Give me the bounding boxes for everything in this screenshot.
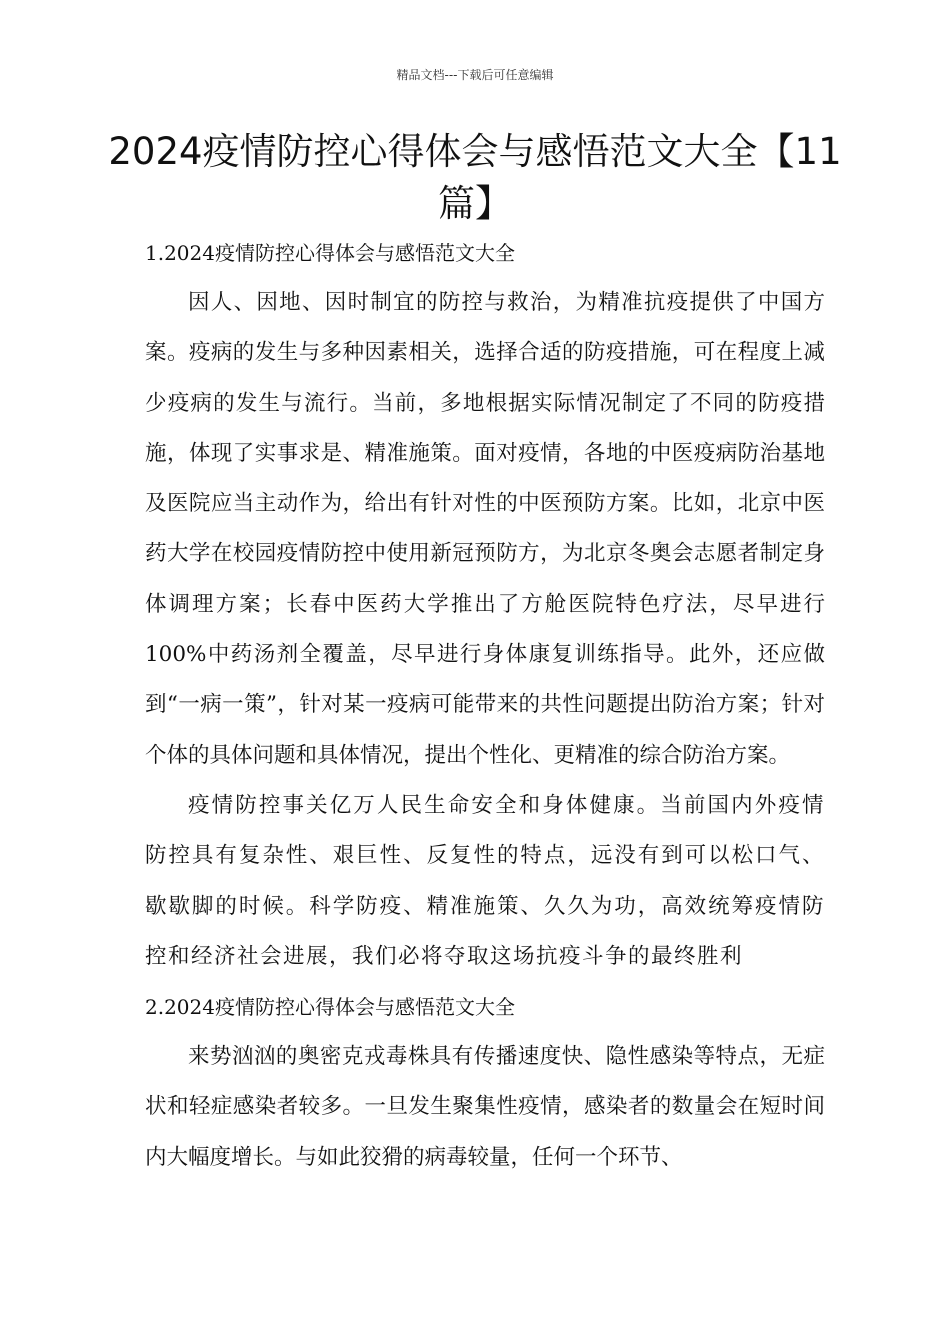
document-body (145, 228, 825, 1183)
paragraph: 因人、因地、因时制宜的防控与救治，为精准抗疫提供了中国方案。疫病的发生与多种因素相关，选择合适的防疫措施，可在程度上减少疫病的发生与流行。当前，多地根据实际情况制定了不同的防疫措施，体现了实事求是、精准施策。面对疫情，各地的中医疫病防治基地及医院应当主动作为，给出有针对性的中医预防方案。比如，北京中医药大学在校园疫情防控中使用新冠预防方，为北京冬奥会志愿者制定身体调理方案；长春中医药大学推出了方舱医院特色疗法，尽早进行100%中药汤剂全覆盖，尽早进行身体康复训练指导。此外，还应做到“一病一策”，针对某一疫病可能带来的共性问题提出防治方案；针对个体的具体问题和具体情况，提出个性化、更精准的综合防治方案。 (145, 290, 825, 768)
document-title: 2024疫情防控心得体会与感悟范文大全【11篇】 (108, 130, 842, 225)
section-heading: 2.2024疫情防控心得体会与感悟范文大全 (145, 995, 515, 1020)
paragraph: 来势汹汹的奥密克戎毒株具有传播速度快、隐性感染等特点，无症状和轻症感染者较多。一旦发生聚集性疫情，感染者的数量会在短时间内大幅度增长。与如此狡猾的病毒较量，任何一个环节、 (145, 1044, 825, 1170)
section-heading: 1.2024疫情防控心得体会与感悟范文大全 (145, 241, 515, 265)
paragraph: 疫情防控事关亿万人民生命安全和身体健康。当前国内外疫情防控具有复杂性、艰巨性、反复性的特点，远没有到可以松口气、歇歇脚的时候。科学防疫、精准施策、久久为功，高效统筹疫情防控和经济社会进展，我们必将夺取这场抗疫斗争的最终胜利 (145, 792, 825, 969)
header-note: 精品文档---下载后可任意编辑 (396, 68, 554, 82)
